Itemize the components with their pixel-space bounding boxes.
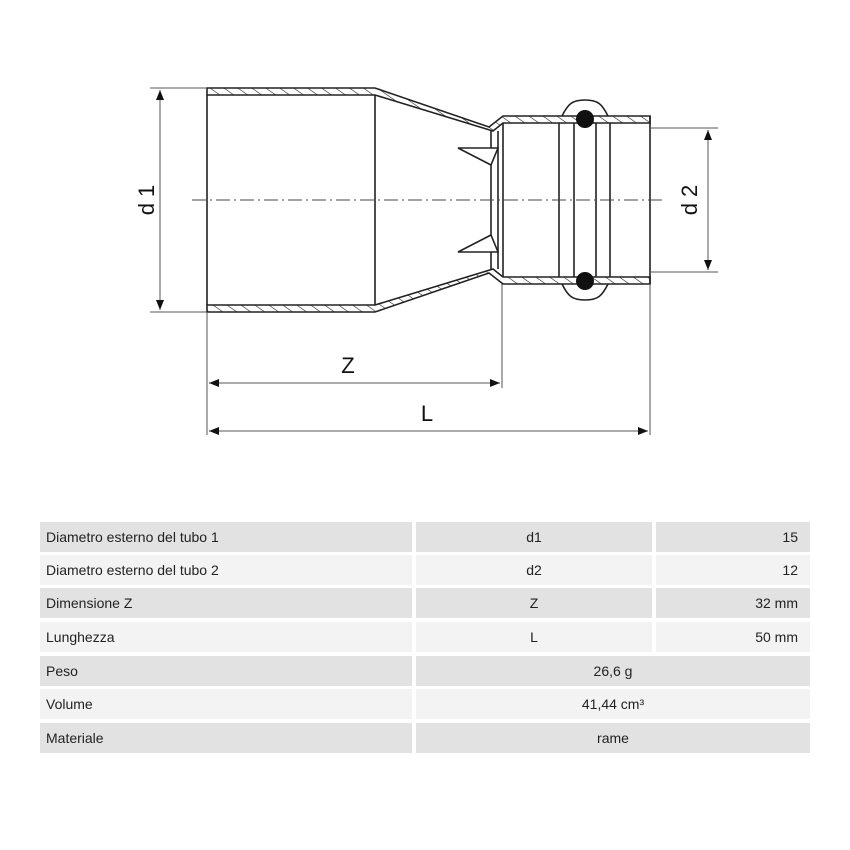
- table-row: [40, 555, 810, 585]
- row-symbol: d1: [416, 522, 652, 552]
- o-ring-top-icon: [576, 110, 594, 128]
- o-ring-bottom-icon: [576, 272, 594, 290]
- row-value: 32 mm: [656, 588, 810, 618]
- row-symbol: Z: [416, 588, 652, 618]
- row-symbol: L: [416, 622, 652, 652]
- row-label: Diametro esterno del tubo 2: [40, 555, 412, 585]
- row-value: 26,6 g: [416, 656, 810, 686]
- row-symbol: d2: [416, 555, 652, 585]
- z-label: Z: [341, 353, 355, 378]
- row-label: Peso: [40, 656, 412, 686]
- row-label: Diametro esterno del tubo 1: [40, 522, 412, 552]
- d2-label: d 2: [677, 184, 702, 216]
- l-label: L: [420, 401, 434, 426]
- table-row: [40, 588, 810, 618]
- row-label: Dimensione Z: [40, 588, 412, 618]
- row-label: Volume: [40, 689, 412, 719]
- row-value: rame: [416, 723, 810, 753]
- row-label: Materiale: [40, 723, 412, 753]
- row-value: 15: [656, 522, 810, 552]
- row-label: Lunghezza: [40, 622, 412, 652]
- table-row: [40, 689, 810, 719]
- table-row: [40, 522, 810, 552]
- table-row: [40, 723, 810, 753]
- row-value: 41,44 cm³: [416, 689, 810, 719]
- row-value: 12: [656, 555, 810, 585]
- row-value: 50 mm: [656, 622, 810, 652]
- table-row: [40, 656, 810, 686]
- table-row: [40, 622, 810, 652]
- d1-label: d 1: [134, 184, 159, 216]
